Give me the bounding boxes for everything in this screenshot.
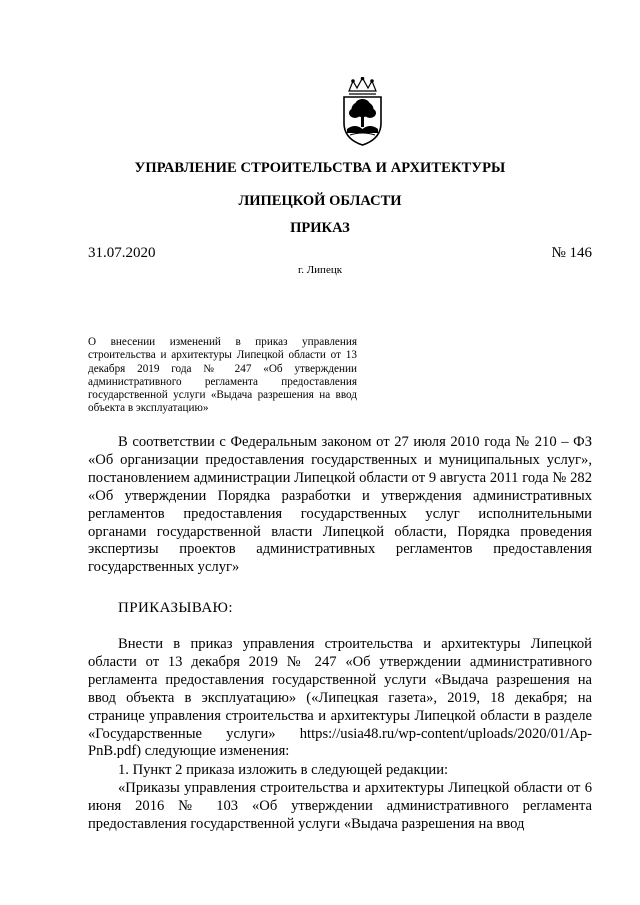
organization-name-line1: УПРАВЛЕНИЕ СТРОИТЕЛЬСТВА И АРХИТЕКТУРЫ (134, 160, 506, 176)
document-type: ПРИКАЗ (290, 220, 350, 236)
preamble-paragraph: В соответствии с Федеральным законом от 27 июля 2010 года № 210 – ФЗ «Об организации предоставления государственных и муниципальных услуг», постановлением администрации Липецкой области от 9 августа 2011 года № 282 «Об утверждении Порядка разработки и утверждения административных регламентов предоставления государственных услуг исполнительными органами государственной власти Липецкой области, Порядка проведения экспертизы проектов административных регламентов предоставления государственных услуг» (88, 434, 592, 576)
document-city: г. Липецк (297, 264, 343, 276)
amendment-item-1: 1. Пункт 2 приказа изложить в следующей редакции: (118, 762, 449, 778)
organization-name-line2: ЛИПЕЦКОЙ ОБЛАСТИ (238, 193, 402, 209)
document-number: № 146 (551, 245, 592, 261)
document-subject: О внесении изменений в приказ управления строительства и архитектуры Липецкой области от 13 декабря 2019 года № 247 «Об утверждении административного регламента предоставления государственной услуги «Выдача разрешения на ввод объекта в эксплуатацию» (88, 336, 357, 415)
amendment-item-1-text: «Приказы управления строительства и архитектуры Липецкой области от 6 июня 2016 № 103 «Об утверждении административного регламента предоставления государственной услуги «Выдача разрешения на ввод (88, 780, 592, 832)
amendment-intro-paragraph: Внести в приказ управления строительства и архитектуры Липецкой области от 13 декабря 2019 № 247 «Об утверждении административного регламента предоставления государственной услуги «Выдача разрешения на ввод объекта в эксплуатацию» («Липецкая газета», 2019, 18 декабря; на странице управления строительства и архитектуры Липецкой области в разделе «Государственные услуги» https://usia48.ru/wp-content/uploads/2020/01/Ap-PnB.pdf) следующие изменения: (88, 636, 592, 760)
coat-of-arms-icon (339, 77, 386, 147)
document-date: 31.07.2020 (88, 245, 156, 261)
order-word: ПРИКАЗЫВАЮ: (118, 600, 233, 616)
